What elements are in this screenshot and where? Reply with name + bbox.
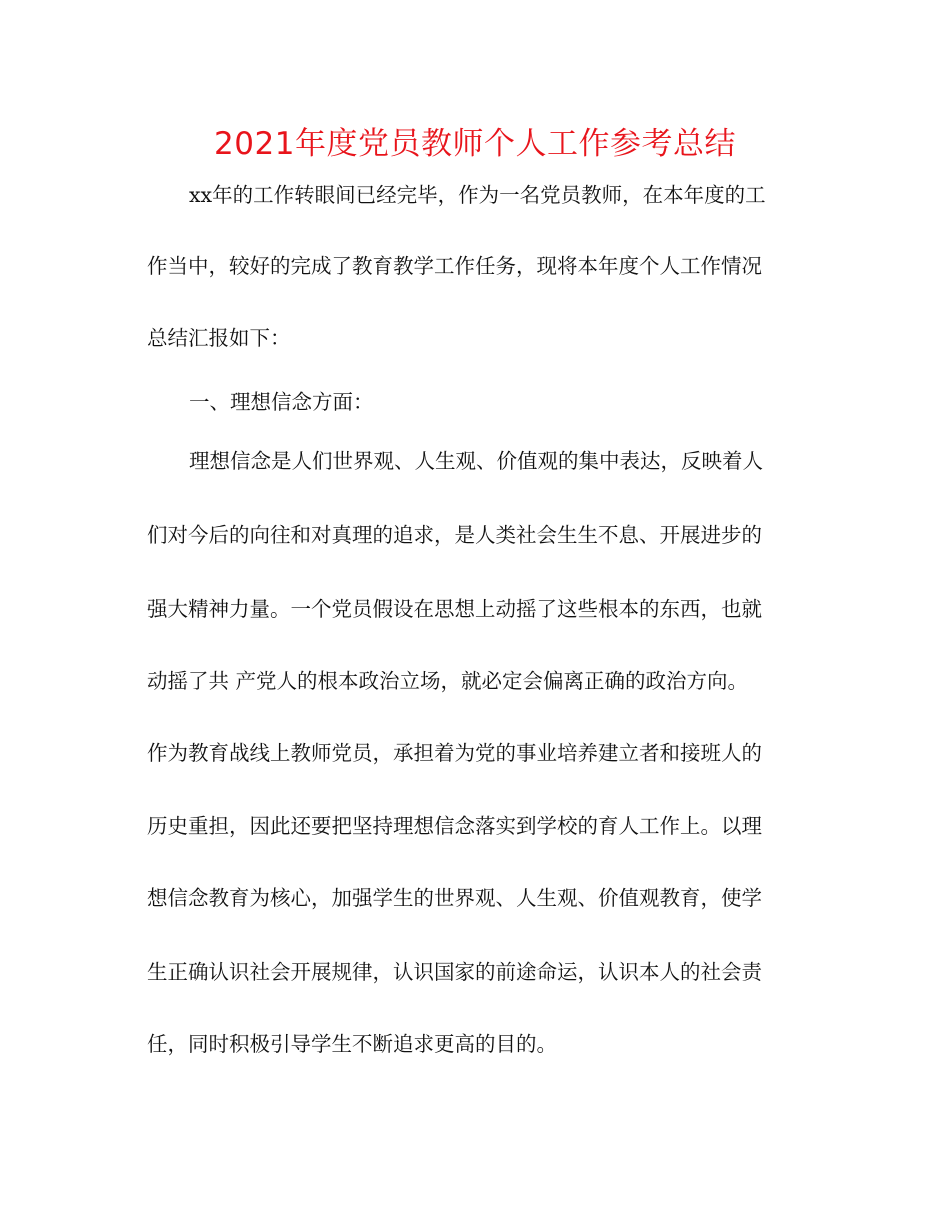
paragraph-ideals-line-7: 想信念教育为核心，加强学生的世界观、人生观、价值观教育，使学 (147, 886, 762, 910)
paragraph-ideals-line-1: 理想信念是人们世界观、人生观、价值观的集中表达，反映着人 (189, 449, 763, 473)
paragraph-intro-line-2: 作当中，较好的完成了教育教学工作任务，现将本年度个人工作情况 (147, 254, 762, 278)
paragraph-ideals-line-2: 们对今后的向往和对真理的追求，是人类社会生生不息、开展进步的 (147, 523, 762, 547)
paragraph-intro-line-1: xx年的工作转眼间已经完毕，作为一名党员教师，在本年度的工 (189, 183, 766, 207)
paragraph-ideals-line-4: 动摇了共 产党人的根本政治立场，就必定会偏离正确的政治方向。 (147, 669, 749, 693)
paragraph-ideals-line-9: 任，同时积极引导学生不断追求更高的目的。 (147, 1032, 557, 1056)
paragraph-ideals-line-8: 生正确认识社会开展规律，认识国家的前途命运，认识本人的社会责 (147, 960, 762, 984)
paragraph-ideals-line-3: 强大精神力量。一个党员假设在思想上动摇了这些根本的东西，也就 (147, 597, 762, 621)
paragraph-ideals-line-6: 历史重担，因此还要把坚持理想信念落实到学校的育人工作上。以理 (147, 814, 762, 838)
section-heading-ideals: 一、理想信念方面： (189, 390, 374, 414)
paragraph-ideals-line-5: 作为教育战线上教师党员，承担着为党的事业培养建立者和接班人的 (147, 741, 762, 765)
paragraph-intro-line-3: 总结汇报如下： (147, 326, 291, 350)
document-title: 2021年度党员教师个人工作参考总结 (214, 126, 736, 162)
